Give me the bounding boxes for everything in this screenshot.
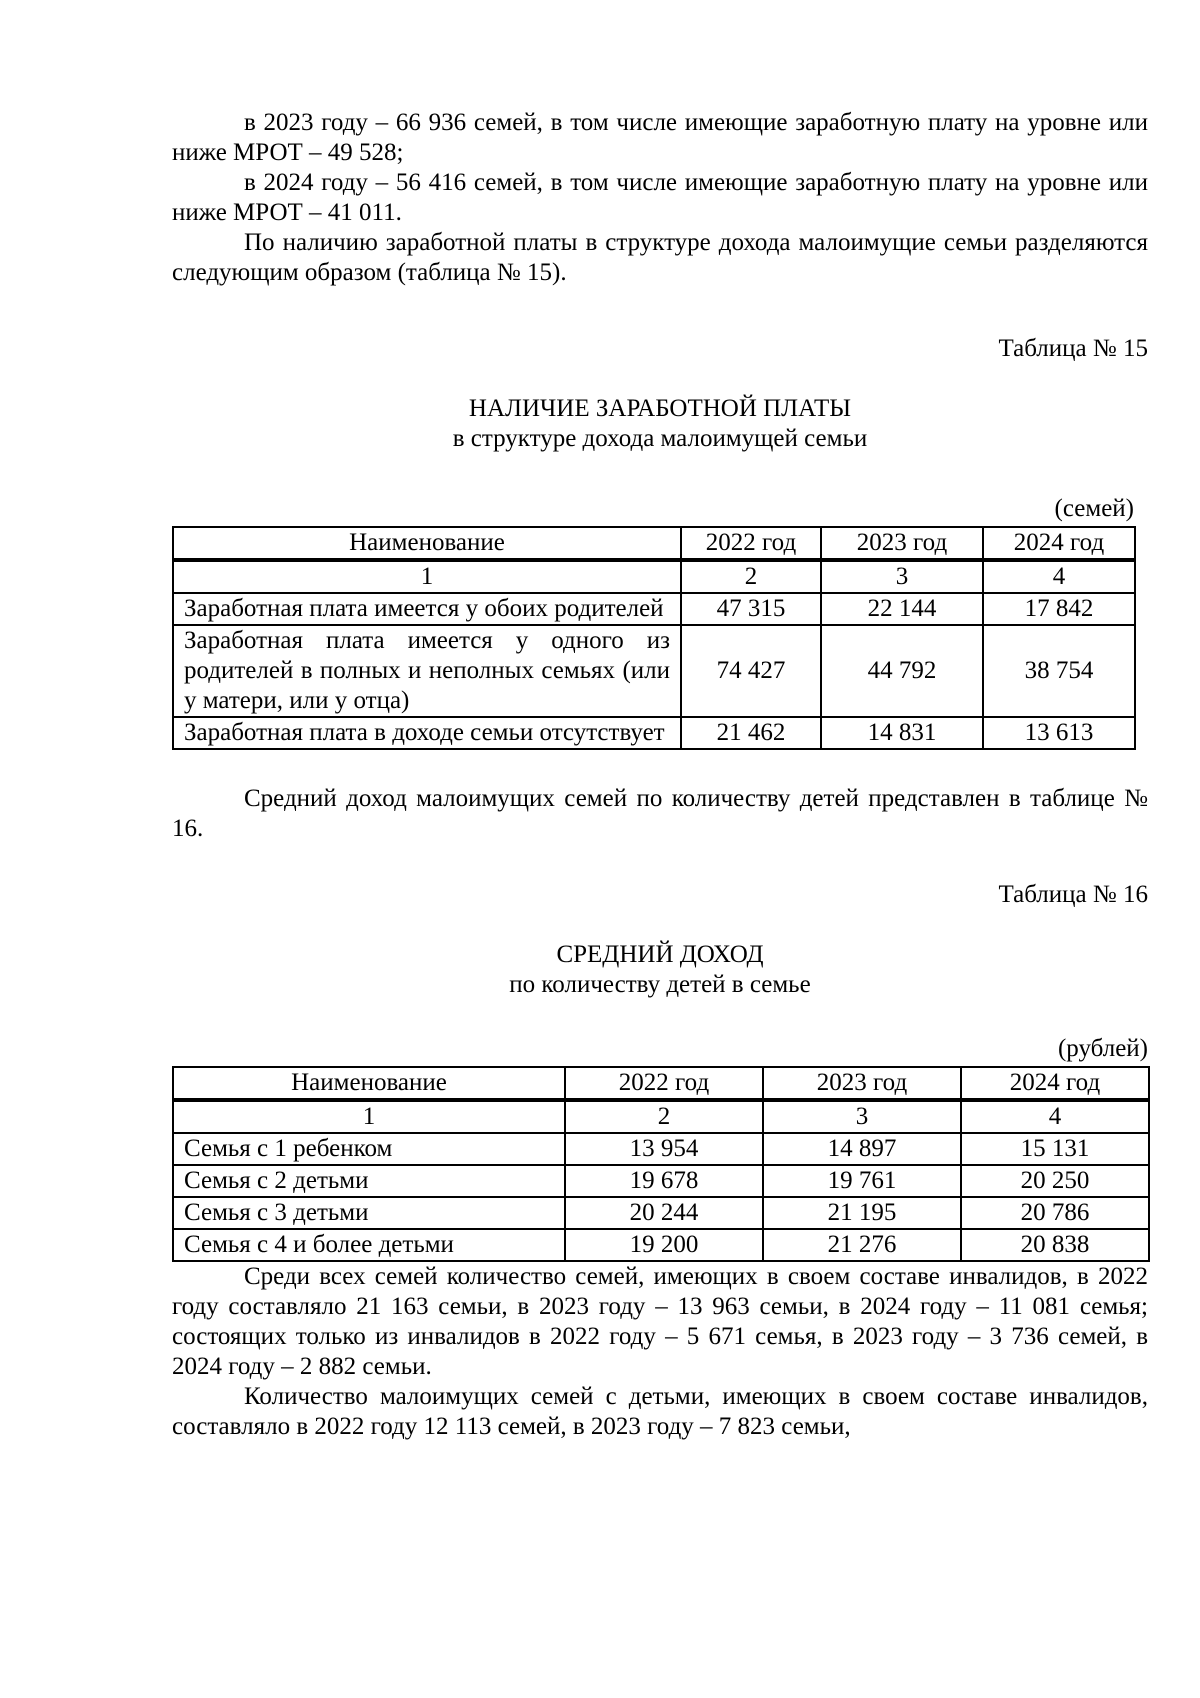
table16-label: Таблица № 16 [998,881,1148,908]
table15 [172,526,1136,750]
cell-2024: 17 842 [983,593,1135,625]
table15-colnum-4: 4 [983,560,1135,593]
table16 [172,1066,1150,1262]
cell-2022: 19 200 [565,1229,763,1261]
intro-paragraph-2023: в 2023 году – 66 936 семей, в том числе имеющие заработную плату на уровне или ниже МРОТ – 49 528; [172,109,1148,166]
cell-2024: 20 786 [961,1197,1149,1229]
table15-colnum-3: 3 [821,560,983,593]
row-name: Семья с 4 и более детьми [173,1229,565,1261]
table-row [173,593,1135,625]
table-row [173,717,1135,749]
cell-2022: 19 678 [565,1165,763,1197]
cell-2023: 22 144 [821,593,983,625]
table-row [173,1229,1149,1261]
table15-header-name: Наименование [173,527,681,560]
table16-header-2023: 2023 год [763,1067,961,1100]
document-page [172,108,1148,1442]
cell-2024: 38 754 [983,625,1135,717]
row-name: Семья с 3 детьми [173,1197,565,1229]
table16-colnum-3: 3 [763,1100,961,1133]
table-row [173,625,1135,717]
table16-colnum-4: 4 [961,1100,1149,1133]
row-name: Заработная плата имеется у обоих родителей [173,593,681,625]
table16-intro-paragraph: Средний доход малоимущих семей по количеству детей представлен в таблице № 16. [172,785,1148,842]
table15-title: НАЛИЧИЕ ЗАРАБОТНОЙ ПЛАТЫ [468,395,852,422]
cell-2022: 74 427 [681,625,821,717]
table15-header-2023: 2023 год [821,527,983,560]
table15-number-row [173,560,1135,593]
table15-subtitle: в структуре дохода малоимущей семьи [452,425,868,452]
table16-subtitle: по количеству детей в семье [509,971,811,998]
table16-number-row [173,1100,1149,1133]
closing-paragraph-disabled: Среди всех семей количество семей, имеющих в своем составе инвалидов, в 2022 году составляло 21 163 семьи, в 2023 году – 13 963 семьи, в 2024 году – 11 081 семья; состоящих только из инвалидов в 2022 году – 5 671 семья, в 2023 году – 3 736 семей, в 2024 году – 2 882 семьи. [172,1263,1148,1380]
cell-2022: 20 244 [565,1197,763,1229]
cell-2024: 20 838 [961,1229,1149,1261]
table15-unit: (семей) [1054,495,1134,522]
table15-label: Таблица № 15 [998,335,1148,362]
table16-title: СРЕДНИЙ ДОХОД [556,941,764,968]
cell-2023: 14 831 [821,717,983,749]
table15-header-2024: 2024 год [983,527,1135,560]
cell-2022: 47 315 [681,593,821,625]
table15-header-2022: 2022 год [681,527,821,560]
table15-header-row [173,527,1135,560]
cell-2022: 21 462 [681,717,821,749]
table16-header-name: Наименование [173,1067,565,1100]
cell-2024: 15 131 [961,1133,1149,1165]
table16-header-row [173,1067,1149,1100]
cell-2024: 20 250 [961,1165,1149,1197]
table-row [173,1133,1149,1165]
cell-2023: 21 195 [763,1197,961,1229]
cell-2023: 21 276 [763,1229,961,1261]
table16-unit: (рублей) [1057,1035,1148,1062]
table16-colnum-2: 2 [565,1100,763,1133]
table16-header-2022: 2022 год [565,1067,763,1100]
table15-colnum-1: 1 [173,560,681,593]
table-row [173,1197,1149,1229]
row-name: Семья с 1 ребенком [173,1133,565,1165]
intro-paragraph-2024: в 2024 году – 56 416 семей, в том числе имеющие заработную плату на уровне или ниже МРОТ – 41 011. [172,169,1148,226]
table15-colnum-2: 2 [681,560,821,593]
table16-header-2024: 2024 год [961,1067,1149,1100]
cell-2023: 44 792 [821,625,983,717]
row-name: Заработная плата в доходе семьи отсутствует [173,717,681,749]
cell-2024: 13 613 [983,717,1135,749]
cell-2022: 13 954 [565,1133,763,1165]
table-row [173,1165,1149,1197]
table16-colnum-1: 1 [173,1100,565,1133]
intro-paragraph-table-ref: По наличию заработной платы в структуре дохода малоимущие семьи разделяются следующим образом (таблица № 15). [172,229,1148,286]
row-name: Семья с 2 детьми [173,1165,565,1197]
cell-2023: 14 897 [763,1133,961,1165]
closing-paragraph-children: Количество малоимущих семей с детьми, имеющих в своем составе инвалидов, составляло в 2022 году 12 113 семей, в 2023 году – 7 823 семьи, [172,1383,1148,1440]
row-name: Заработная плата имеется у одного из родителей в полных и неполных семьях (или у матери, или у отца) [173,625,681,717]
cell-2023: 19 761 [763,1165,961,1197]
